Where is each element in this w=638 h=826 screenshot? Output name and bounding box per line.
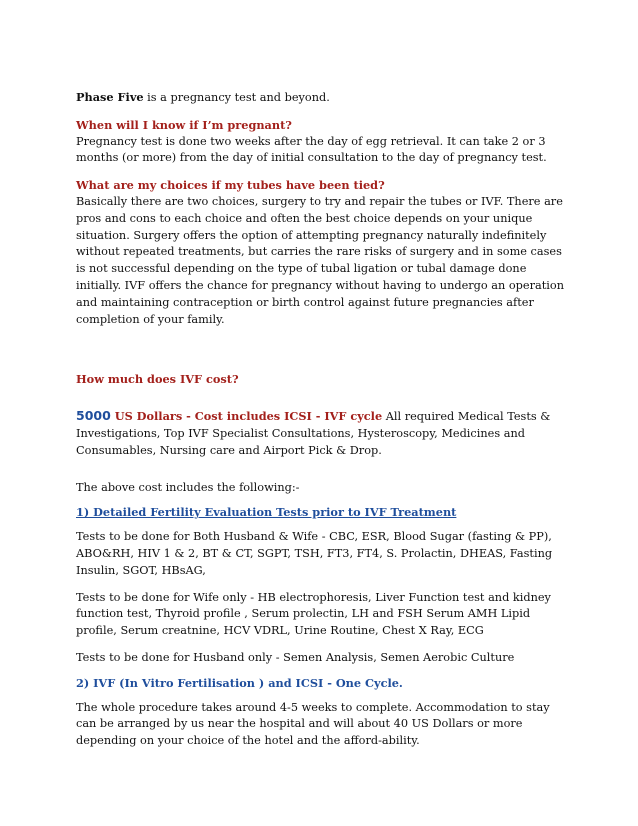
- procedure-paragraph: The whole procedure takes around 4-5 weeks to complete. Accommodation to stay can be arranged by us near the hospital and will about 40 US Dollars or more depending on your choice of the hotel and the afford-ability.: [76, 700, 550, 748]
- tubes-tied-answer: Basically there are two choices, surgery to try and repair the tubes or IVF. There are pros and cons to each choice and often the best choice depends on your unique situation. Surgery offers the option of attempting pregnancy naturally indefinitely without repeated treatments, but carries the rare risks of surgery and in some cases is not successful depending on the type of tubal ligation or tubal damage done initially. IVF offers the chance for pregnancy without having to undergo an operation and maintaining contraception or birth control against future pregnancies after completion of your family.: [76, 194, 564, 326]
- phase-five-paragraph: [76, 89, 566, 107]
- when-pregnant-heading: When will I know if I’m pregnant?: [76, 117, 292, 132]
- tests-husband-paragraph: Tests to be done for Husband only - Semen Analysis, Semen Aerobic Culture: [76, 650, 515, 664]
- phase-five-text: is a pregnancy test and beyond.: [143, 91, 330, 104]
- includes-intro: The above cost includes the following:-: [76, 480, 300, 494]
- when-pregnant-answer: Pregnancy test is done two weeks after the day of egg retrieval. It can take 2 or 3 months (or more) from the day of initial consultation to the day of pregnancy test.: [76, 134, 547, 165]
- document-page: [76, 89, 566, 750]
- phase-five-label: Phase Five: [76, 90, 144, 104]
- cost-details: All required Medical Tests & Investigations, Top IVF Specialist Consultations, Hysteroscopy, Medicines and Consumables, Nursing care and Airport Pick & Drop.: [76, 410, 551, 457]
- section-1-heading: 1) Detailed Fertility Evaluation Tests prior to IVF Treatment: [76, 505, 457, 520]
- cost-amount: 5000: [76, 408, 111, 424]
- tests-wife-paragraph: Tests to be done for Wife only - HB electrophoresis, Liver Function test and kidney function test, Thyroid profile , Serum prolectin, LH and FSH Serum AMH Lipid profile, Serum creatnine, HCV VDRL, Urine Routine, Chest X Ray, ECG: [76, 590, 551, 638]
- cost-paragraph: [76, 408, 566, 459]
- cost-headline: US Dollars - Cost includes ICSI - IVF cycle: [110, 409, 383, 424]
- ivf-cost-heading: How much does IVF cost?: [76, 372, 239, 387]
- tubes-tied-heading: What are my choices if my tubes have been tied?: [76, 178, 385, 193]
- section-2-heading: 2) IVF (In Vitro Fertilisation ) and ICSI - One Cycle.: [76, 675, 403, 690]
- tests-both-paragraph: Tests to be done for Both Husband & Wife - CBC, ESR, Blood Sugar (fasting & PP), ABO&RH, HIV 1 & 2, BT & CT, SGPT, TSH, FT3, FT4, S. Prolactin, DHEAS, Fasting Insulin, SGOT, HBsAG,: [76, 530, 553, 577]
